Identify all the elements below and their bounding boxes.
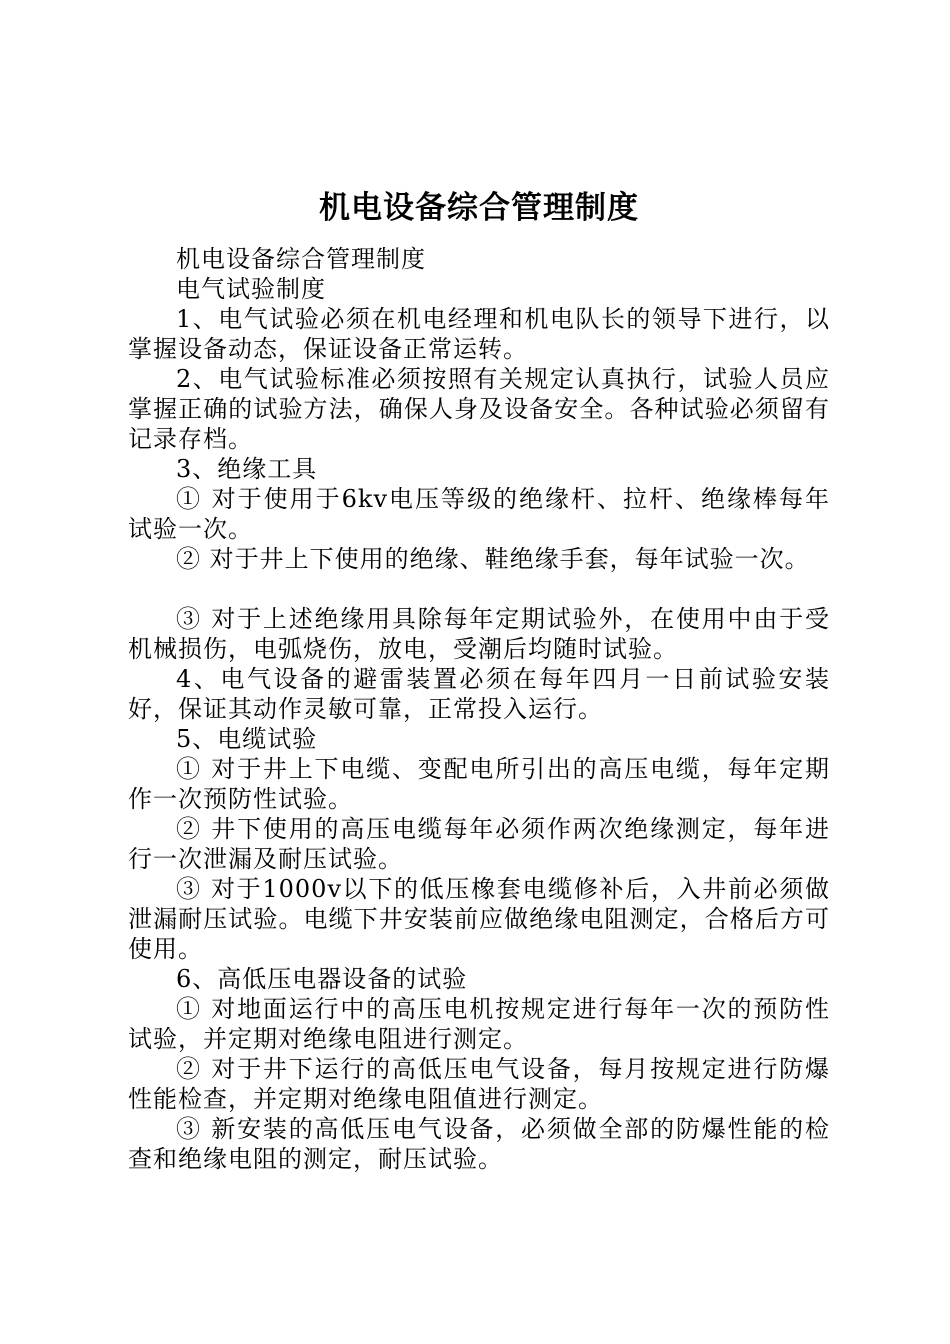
paragraph-item-3-2: ② 对于井上下使用的绝缘、鞋绝缘手套，每年试验一次。 (176, 545, 810, 573)
paragraph-item-4: 4、电气设备的避雷装置必须在每年四月一日前试验安装好，保证其动作灵敏可靠，正常投入运行。 (128, 665, 830, 723)
paragraph-item-5-2: ② 井下使用的高压电缆每年必须作两次绝缘测定，每年进行一次泄漏及耐压试验。 (128, 815, 830, 873)
paragraph-section-heading: 电气试验制度 (176, 275, 326, 303)
paragraph-item-2: 2、电气试验标准必须按照有关规定认真执行，试验人员应掌握正确的试验方法，确保人身及设备安全。各种试验必须留有记录存档。 (128, 365, 830, 453)
paragraph-item-6-3: ③ 新安装的高低压电气设备，必须做全部的防爆性能的检查和绝缘电阻的测定，耐压试验。 (128, 1115, 830, 1173)
paragraph-item-6-2: ② 对于井下运行的高低压电气设备，每月按规定进行防爆性能检查，并定期对绝缘电阻值进行测定。 (128, 1055, 830, 1113)
paragraph-item-5-1: ① 对于井上下电缆、变配电所引出的高压电缆，每年定期作一次预防性试验。 (128, 755, 830, 813)
blank-line (128, 574, 830, 604)
paragraph-item-5-3: ③ 对于1000v以下的低压橡套电缆修补后，入井前必须做泄漏耐压试验。电缆下井安装前应做绝缘电阻测定，合格后方可使用。 (128, 875, 830, 963)
paragraph-item-3-1: ① 对于使用于6kv电压等级的绝缘杆、拉杆、绝缘棒每年试验一次。 (128, 485, 830, 543)
paragraph-item-3-heading: 3、绝缘工具 (176, 455, 318, 483)
document-title: 机电设备综合管理制度 (319, 190, 639, 226)
document-page (128, 178, 830, 1174)
paragraph-item-6-1: ① 对地面运行中的高压电机按规定进行每年一次的预防性试验，并定期对绝缘电阻进行测定。 (128, 995, 830, 1053)
paragraph-item-3-3: ③ 对于上述绝缘用具除每年定期试验外，在使用中由于受机械损伤，电弧烧伤，放电，受潮后均随时试验。 (128, 605, 830, 663)
paragraph-item-5-heading: 5、电缆试验 (176, 725, 318, 753)
paragraph-subtitle: 机电设备综合管理制度 (176, 245, 426, 273)
paragraph-item-6-heading: 6、高低压电器设备的试验 (176, 965, 468, 993)
paragraph-item-1: 1、电气试验必须在机电经理和机电队长的领导下进行，以掌握设备动态，保证设备正常运转。 (128, 305, 830, 363)
